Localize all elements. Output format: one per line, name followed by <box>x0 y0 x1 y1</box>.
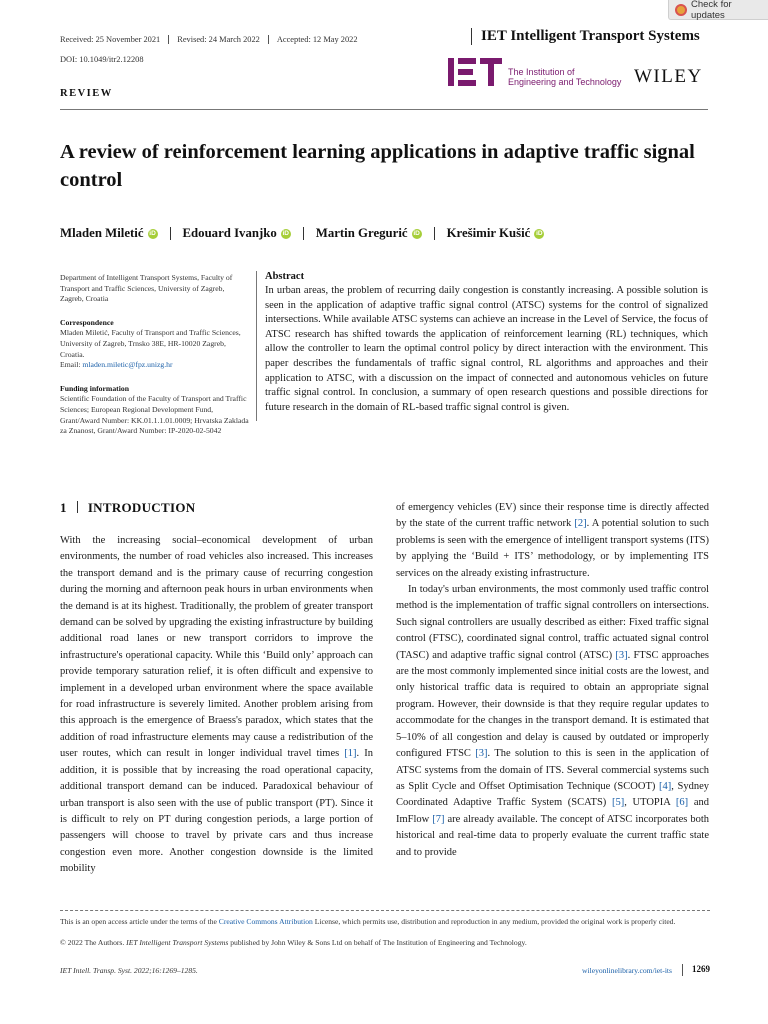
citation-link[interactable]: [4] <box>658 780 672 792</box>
check-for-updates-button[interactable] <box>668 0 768 20</box>
citation-link[interactable]: [6] <box>675 797 689 809</box>
abstract-text: In urban areas, the problem of recurring daily congestion is constantly increasing. A possible solution is seen in the application of adaptive traffic signal control (ATSC) systems for the control of signalized intersections. While available ATSC systems can achieve an increase in the Level of Service, the focus of ATSC research has shifted towards the application of reinforcement learning (RL) techniques, which allow the controller to learn the optimal control policy by direct interaction with the environment. This paper describes the fundamentals of traffic signal control, RL algorithms and approaches and their application to ATSC, with a discussion on the impact of connected and autonomous vehicles on future traffic signal control. In conclusion, a summary of open research questions and possible directions for future research in the domain of RL-based traffic signal control is given. <box>265 285 708 413</box>
crossmark-icon <box>675 4 687 16</box>
abstract-heading: Abstract <box>265 271 305 282</box>
citation-link[interactable]: [3] <box>475 748 488 760</box>
citation-link[interactable]: [2] <box>574 518 587 530</box>
article-type: REVIEW <box>60 88 113 99</box>
accepted-date: Accepted: 12 May 2022 <box>276 35 358 44</box>
citation-link[interactable]: [1] <box>344 748 357 760</box>
body-column-left <box>60 533 373 878</box>
section-heading <box>60 500 195 516</box>
header-divider <box>60 109 708 110</box>
iet-institution-name: The Institution of Engineering and Technology <box>508 67 622 87</box>
email-line <box>60 360 250 371</box>
page-number: 1269 <box>682 964 710 976</box>
funding-heading: Funding information <box>60 383 129 393</box>
iet-logo <box>448 58 502 86</box>
author-name[interactable]: Edouard Ivanjko <box>182 226 277 240</box>
email-link[interactable]: mladen.miletic@fpz.unizg.hr <box>82 360 173 370</box>
article-history <box>60 35 366 44</box>
correspondence-text: Mladen Miletić, Faculty of Transport and Traffic Sciences, University of Zagreb, Trnsko 38E, HR-10020 Zagreb, Croatia. <box>60 328 241 359</box>
author-separator <box>170 227 171 240</box>
license-note: This is an open access article under the terms of the Creative Commons Attribution License, which permits use, distribution and reproduction in any medium, provided the original work is properly cited. <box>60 917 676 926</box>
check-for-updates-label: Check for updates <box>691 0 732 21</box>
section-title: INTRODUCTION <box>87 500 196 515</box>
citation-link[interactable]: [5] <box>611 797 625 809</box>
body-column-right <box>396 500 709 861</box>
author-separator <box>434 227 435 240</box>
author-separator <box>303 227 304 240</box>
orcid-icon[interactable]: iD <box>413 229 420 237</box>
orcid-icon[interactable]: iD <box>149 229 156 237</box>
affiliation-column <box>60 273 250 437</box>
license-link[interactable]: Creative Commons Attribution <box>218 917 313 926</box>
article-title: A review of reinforcement learning applications in adaptive traffic signal control <box>60 141 695 191</box>
orcid-icon[interactable]: iD <box>536 229 543 237</box>
body-paragraph: of emergency vehicles (EV) since their response time is directly affected by the state of the current traffic network [2]. A potential solution to such problems is seen with the emergence of intelligent transport systems (ITS) by applying the ‘Build + ITS’ methodology, or by implementing ITS services on the already existing infrastructure. <box>396 502 709 579</box>
section-number: 1 <box>60 500 67 515</box>
correspondence-heading: Correspondence <box>60 317 114 327</box>
body-paragraph: With the increasing social–economical development of urban environments, the number of road vehicles also increased. This increases the transport demand and is the primary cause of recurring congestion during the morning and afternoon peak hours in urban environments when the demand is at its highest. Traditionally, the problem of greater transport demand can be solved by upgrading the existing infrastructure by building additional road lanes or new transport corridors to improve the infrastructure's operational capacity. While this ‘Build only’ approach can provide temporary saturation relief, it is often difficult and expensive to implement in a developed urban environment where the space available for road infrastructure is severely limited. Another problem arising from this approach is the emergence of Braess's paradox, which states that the addition of road infrastructure elements may cause a redistribution of the user routes, which can result in longer individual travel times [1]. In addition, it is possible that by increasing the road operational capacity, additional transport demand can be induced. Paradoxical behaviour of urban transport is also seen with the use of public transport (PT). Since it is difficult to rely on PT during congestion periods, a large portion of passengers will choose to travel by private cars and thus increase congestion even more. Another congestion downside is the limited mobility <box>60 535 373 875</box>
citation-link[interactable]: [7] <box>432 813 445 825</box>
revised-date: Revised: 24 March 2022 <box>169 35 269 44</box>
author-name[interactable]: Krešimir Kušić <box>446 226 531 240</box>
author-name[interactable]: Mladen Miletić <box>60 226 144 240</box>
section-separator <box>77 501 78 513</box>
email-label: Email: <box>60 360 81 370</box>
doi: DOI: 10.1049/itr2.12208 <box>60 55 144 64</box>
wiley-logo: WILEY <box>634 66 703 87</box>
body-paragraph: In today's urban environments, the most commonly used traffic control method is the implementation of traffic signal controllers on intersections. Such signal controllers are usually described as either: Fixed traffic signal control (FTSC), coordinated signal control, traffic actuated signal control (TASC) and adaptive traffic signal control (ATSC) [3]. FTSC approaches are the most commonly implemented since initial costs are the lowest, and only historical traffic data is required to obtain an appropriate signal program. However, their downside is that they require regular updates to accommodate for the changes in the transport demand. It is estimated that 5–10% of all congestion and delay is caused by outdated or improperly configured FTSC [3]. The solution to this is seen in the application of ATSC systems from the domain of ITS. Several commercial systems such as Split Cycle and Offset Optimisation Technique (SCOOT) [4], Sydney Coordinated Adaptive Traffic System (SCATS) [5], UTOPIA [6] and ImFlow [7] are already available. The concept of ATSC incorporates both historical and real-time data to properly evaluate the current traffic state and to provide <box>396 584 709 858</box>
orcid-icon[interactable]: iD <box>282 229 289 237</box>
affiliation-text: Department of Intelligent Transport Systems, Faculty of Transport and Traffic Sciences, University of Zagreb, Zagreb, Croatia <box>60 273 233 304</box>
received-date: Received: 25 November 2021 <box>60 35 169 44</box>
copyright-note: © 2022 The Authors. IET Intelligent Transport Systems published by John Wiley & Sons Ltd on behalf of The Institution of Engineering and Technology. <box>60 938 527 947</box>
author-name[interactable]: Martin Gregurić <box>315 226 408 240</box>
journal-reference: IET Intell. Transp. Syst. 2022;16:1269–1285. <box>60 966 198 975</box>
journal-title: IET Intelligent Transport Systems <box>471 28 709 45</box>
journal-url-link[interactable]: wileyonlinelibrary.com/iet-its <box>582 966 672 975</box>
funding-text: Scientific Foundation of the Faculty of Transport and Traffic Sciences; European Regional Development Fund, Grant/Award Number: KK.01.1.1.01.0009; Hrvatska Zaklada za Znanost, Grant/Award Number: IP-2020-02-5042 <box>60 394 249 436</box>
abstract-box <box>256 271 708 421</box>
footer-divider <box>60 910 710 911</box>
citation-link[interactable]: [3] <box>615 649 628 661</box>
author-list <box>60 226 544 241</box>
